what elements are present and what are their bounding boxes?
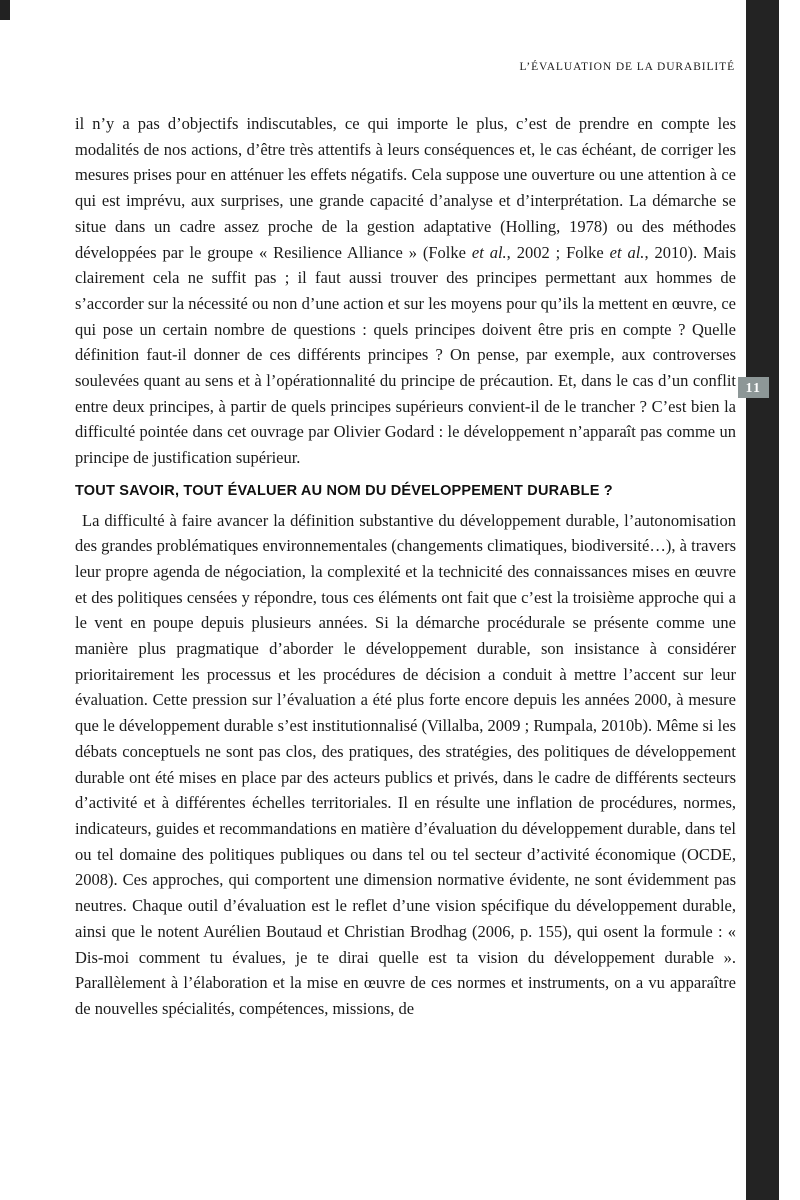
page-number-badge — [738, 377, 769, 398]
corner-mark — [0, 0, 10, 20]
page-number: 11 — [745, 379, 762, 395]
running-header: L’ÉVALUATION DE LA DURABILITÉ — [519, 61, 735, 73]
page-body — [75, 111, 736, 1022]
section-heading: TOUT SAVOIR, TOUT ÉVALUER AU NOM DU DÉVELOPPEMENT DURABLE ? — [75, 482, 613, 499]
paragraph-2: La difficulté à faire avancer la définition substantive du développement durable, l’autonomisation des grandes problématiques environnementales (changements climatiques, biodiversité…), à travers leur propre agenda de négociation, la complexité et la technicité des connaissances mises en œuvre et des politiques censées y répondre, tous ces éléments ont fait que c’est la troisième approche qui a le vent en poupe depuis plusieurs années. Si la démarche procédurale se présente comme une manière plus pragmatique d’aborder le développement durable, son insistance à considérer prioritairement les processus et les procédures de décision a conduit à mettre l’accent sur leur évaluation. Cette pression sur l’évaluation a été plus forte encore depuis les années 2000, à mesure que le développement durable s’est institutionnalisé (Villalba, 2009 ; Rumpala, 2010b). Même si les débats conceptuels ne sont pas clos, des pratiques, des stratégies, des politiques de développement durable ont été mises en place par des acteurs publics et privés, dans le cadre de différents secteurs d’activité et à différentes échelles territoriales. Il en résulte une inflation de procédures, normes, indicateurs, guides et recommandations en matière d’évaluation du développement durable, dans tel ou tel domaine des politiques publiques ou dans tel ou tel secteur d’activité économique (OCDE, 2008). Ces approches, qui comportent une dimension normative évidente, ne sont évidemment pas neutres. Chaque outil d’évaluation est le reflet d’une vision spécifique du développement durable, ainsi que le notent Aurélien Boutaud et Christian Brodhag (2006, p. 155), qui osent la formule : « Dis-moi comment tu évalues, je te dirai quelle est ta vision du développement durable ». Parallèlement à l’élaboration et la mise en œuvre de ces normes et instruments, on a vu apparaître de nouvelles spécialités, compétences, missions, de — [75, 510, 736, 1018]
paragraph-1: il n’y a pas d’objectifs indiscutables, ce qui importe le plus, c’est de prendre en compte les modalités de nos actions, d’être très attentifs à leurs conséquences et, le cas échéant, de corriger les mesures prises pour en atténuer les effets négatifs. Cela suppose une ouverture ou une attention à ce qui est imprévu, aux surprises, une grande capacité d’analyse et d’interprétation. La démarche se situe dans un cadre assez proche de la gestion adaptative (Holling, 1978) ou des méthodes développées par le groupe « Resilience Alliance » (Folke et al., 2002 ; Folke et al., 2010). Mais clairement cela ne suffit pas ; il faut aussi trouver des principes permettant aux hommes de s’accorder sur la nécessité ou non d’une action et sur les moyens pour qu’ils la mettent en œuvre, ce qui pose un certain nombre de questions : quels principes doivent être pris en compte ? Quelle définition faut-il donner de ces différents principes ? On pense, par exemple, aux controverses soulevées quant au sens et à l’opérationnalité du principe de précaution. Et, dans le cas d’un conflit entre deux principes, à partir de quels principes supérieurs convient-il de le trancher ? C’est bien la difficulté pointée dans cet ouvrage par Olivier Godard : le développement n’apparaît pas comme un principe de justification supérieur. — [75, 114, 737, 468]
side-strip — [746, 0, 779, 1200]
